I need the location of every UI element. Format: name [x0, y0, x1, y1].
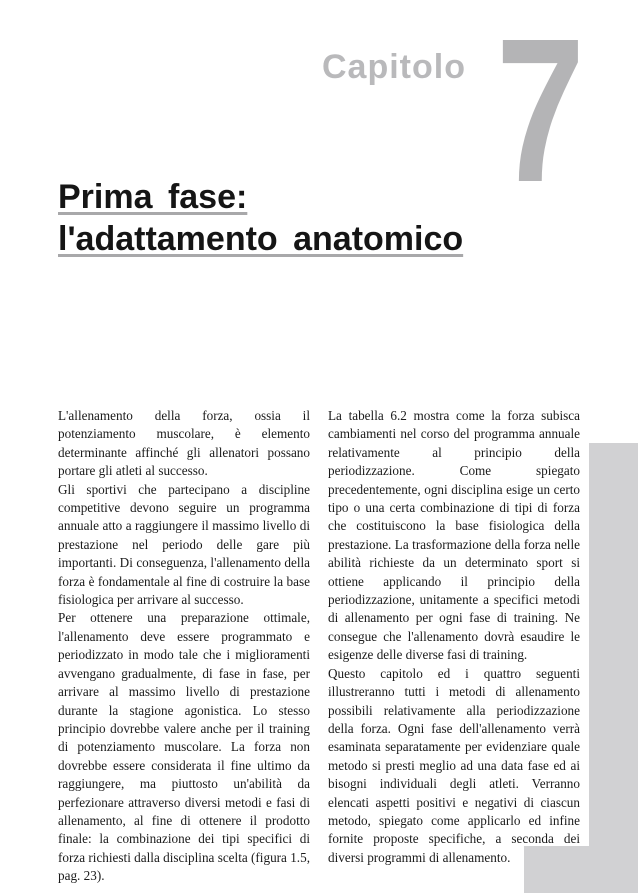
body-column-left: [58, 407, 310, 886]
paragraph: Per ottenere una preparazione ottimale, l'allenamento deve essere programmato e periodizzato in modo tale che i miglioramenti avvengano gradualmente, di fase in fase, per arrivare al massimo livello di prestazione durante la stagione agonistica. Lo stesso principio dovrebbe valere anche per il training di potenziamento muscolare. La forza non dovrebbe essere considerata il fine ultimo da raggiungere, ma piuttosto un'abilità da perfezionare attraverso diversi metodi e fasi di allenamento, al fine di ottenere il prodotto finale: la combinazione dei tipi specifici di forza richiesti dalla disciplina scelta (figura 1.5, pag. 23).: [58, 610, 310, 884]
chapter-title-line-2: l'adattamento anatomico: [58, 220, 464, 258]
chapter-title-line-1: Prima fase:: [58, 178, 248, 216]
paragraph: Gli sportivi che partecipano a discipline competitive devono seguire un programma annuale atto a raggiungere il massimo livello di prestazione nel periodo delle gare più importanti. Di conseguenza, l'allenamento della forza è fondamentale al fine di costruire la base fisiologica per arrivare al successo.: [58, 481, 310, 608]
paragraph: L'allenamento della forza, ossia il potenziamento muscolare, è elemento determinante affinché gli allenatori possano portare gli atleti al successo.: [58, 408, 310, 479]
chapter-title: [58, 176, 463, 260]
chapter-label: Capitolo: [322, 48, 466, 86]
side-decoration-bar: [589, 443, 638, 893]
bottom-decoration-tab: [524, 846, 589, 893]
paragraph: La tabella 6.2 mostra come la forza subisca cambiamenti nel corso del programma annuale relativamente al principio della periodizzazione. Come spiegato precedentemente, ogni disciplina esige un certo tipo o una certa combinazione di tipi di forza che costituiscono la base fisiologica della prestazione. La trasformazione della forza nelle abilità richieste da un determinato sport si ottiene applicando il principio della periodizzazione, unitamente a specifici metodi di allenamento per ogni fase di training. Ne consegue che l'allenamento dovrà esaudire le esigenze delle diverse fasi di training.: [328, 408, 580, 663]
chapter-number: 7: [496, 0, 585, 225]
paragraph: Questo capitolo ed i quattro seguenti illustreranno tutti i metodi di allenamento possibili relativamente alla periodizzazione della forza. Ogni fase dell'allenamento verrà esaminata separatamente per evidenziare quale metodo si presti meglio ad una data fase ed ai bisogni individuali degli atleti. Verranno elencati aspetti positivi e negativi di ciascun metodo, spiegato come applicarlo ed infine fornite proposte specifiche, a seconda dei diversi programmi di allenamento.: [328, 665, 580, 865]
body-column-right: [328, 407, 580, 867]
